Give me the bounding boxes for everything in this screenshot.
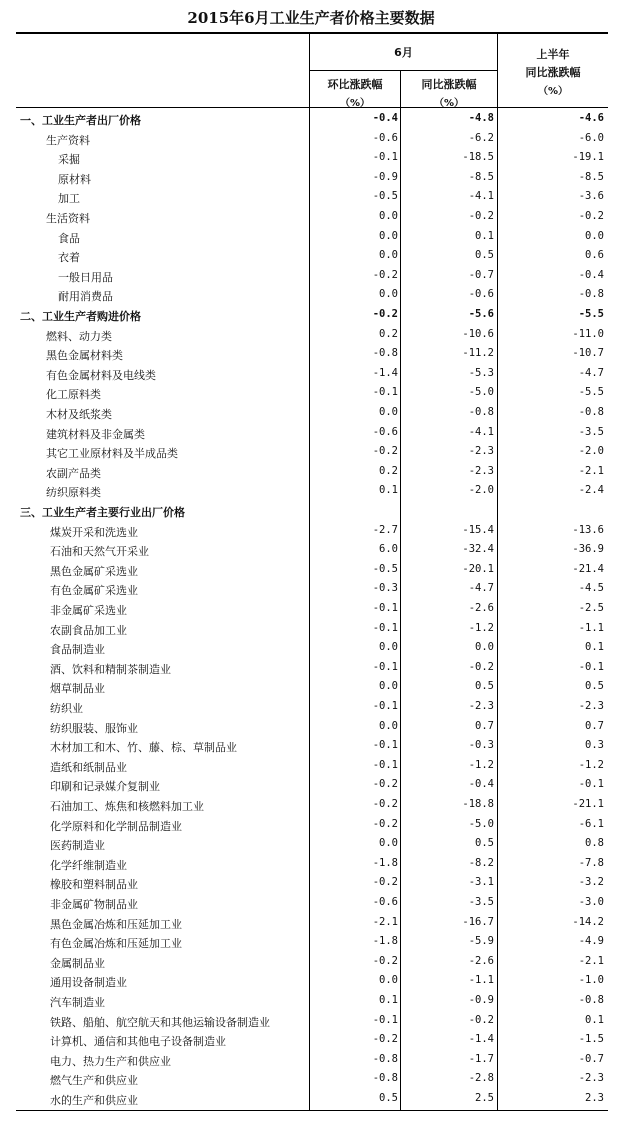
- row-yoy-value: -0.3: [468, 739, 494, 752]
- table-row: [16, 130, 608, 150]
- row-yoy-value: 0.1: [475, 229, 494, 242]
- table-row: [16, 1051, 608, 1071]
- row-mom-value: -0.2: [372, 308, 398, 320]
- row-yoy-value: -2.3: [468, 700, 494, 712]
- row-mom-value: -0.2: [372, 817, 398, 830]
- row-label: 化学纤维制造业: [50, 858, 127, 872]
- row-label: 衣着: [58, 251, 80, 265]
- row-yoy-value: -2.0: [468, 484, 494, 497]
- row-label: 食品制造业: [50, 643, 105, 657]
- row-mom-value: 0.0: [379, 288, 398, 301]
- row-yoy-value: -2.3: [468, 464, 494, 477]
- row-first-half-value: -4.5: [578, 582, 604, 595]
- row-first-half-value: -21.4: [572, 562, 604, 575]
- table-row: [16, 816, 608, 836]
- row-mom-value: -2.7: [372, 523, 398, 536]
- table-row: [16, 169, 608, 189]
- row-mom-value: 0.2: [379, 464, 398, 477]
- row-yoy-value: -2.6: [468, 954, 494, 967]
- row-first-half-value: 0.5: [585, 680, 604, 693]
- table-row: [16, 110, 608, 130]
- table-row: [16, 698, 608, 718]
- header-yoy-label: 同比涨跌幅: [421, 78, 477, 91]
- row-first-half-value: -4.9: [578, 935, 604, 948]
- row-yoy-value: -5.3: [468, 366, 494, 379]
- row-first-half-value: -4.6: [578, 112, 604, 124]
- row-mom-value: -0.2: [372, 876, 398, 889]
- row-label: 烟草制品业: [50, 682, 105, 696]
- row-mom-value: 0.0: [379, 837, 398, 850]
- row-label: 纺织原料类: [46, 486, 101, 500]
- row-first-half-value: -2.1: [578, 954, 604, 967]
- row-yoy-value: -1.1: [468, 974, 494, 987]
- row-label: 化学原料和化学制品制造业: [50, 819, 182, 833]
- row-first-half-value: -1.1: [578, 621, 604, 634]
- row-mom-value: -1.8: [372, 935, 398, 948]
- row-mom-value: -0.2: [372, 798, 398, 810]
- row-mom-value: -0.5: [372, 190, 398, 203]
- table-row: [16, 894, 608, 914]
- row-yoy-value: 0.5: [475, 680, 494, 693]
- row-mom-value: -0.2: [372, 445, 398, 458]
- table-row: [16, 992, 608, 1012]
- row-label: 原材料: [58, 172, 91, 186]
- row-label: 采掘: [58, 153, 80, 167]
- row-label: 一般日用品: [58, 270, 113, 284]
- row-label: 金属制品业: [50, 956, 105, 970]
- row-mom-value: -0.1: [372, 700, 398, 712]
- row-mom-value: 0.0: [379, 974, 398, 987]
- row-first-half-value: -0.1: [578, 778, 604, 791]
- row-yoy-value: -0.2: [468, 210, 494, 222]
- row-first-half-value: -2.5: [578, 602, 604, 614]
- row-yoy-value: -6.2: [468, 131, 494, 144]
- row-mom-value: -1.8: [372, 856, 398, 869]
- row-first-half-value: 0.6: [585, 249, 604, 262]
- row-yoy-value: -0.8: [468, 406, 494, 418]
- table-row: [16, 1031, 608, 1051]
- row-yoy-value: 0.5: [475, 249, 494, 262]
- row-mom-value: -0.8: [372, 1052, 398, 1065]
- row-first-half-value: -2.3: [578, 1072, 604, 1085]
- subheader-divider: [310, 70, 497, 71]
- table-row: [16, 776, 608, 796]
- row-mom-value: 0.0: [379, 406, 398, 418]
- row-first-half-value: -2.1: [578, 464, 604, 477]
- row-mom-value: 0.0: [379, 719, 398, 732]
- row-yoy-value: -0.7: [468, 268, 494, 281]
- row-label: 黑色金属冶炼和压延加工业: [50, 917, 182, 931]
- row-label: 造纸和纸制品业: [50, 760, 127, 774]
- row-mom-value: 0.2: [379, 327, 398, 340]
- table-row: [16, 561, 608, 581]
- row-label: 木材及纸浆类: [46, 408, 112, 421]
- row-first-half-value: -0.7: [578, 1052, 604, 1065]
- row-yoy-value: -0.2: [468, 1013, 494, 1026]
- row-label: 农副产品类: [46, 466, 101, 480]
- header-first-half-line1: 上半年: [536, 48, 570, 61]
- table-row: [16, 835, 608, 855]
- table-row: [16, 443, 608, 463]
- row-first-half-value: -0.8: [578, 288, 604, 301]
- row-mom-value: -0.1: [372, 1013, 398, 1026]
- row-first-half-value: -3.0: [578, 896, 604, 908]
- row-first-half-value: -5.5: [578, 386, 604, 399]
- row-first-half-value: -36.9: [572, 543, 604, 556]
- row-label: 煤炭开采和洗选业: [50, 525, 138, 539]
- row-yoy-value: 0.0: [475, 641, 494, 654]
- row-yoy-value: -11.2: [462, 347, 494, 360]
- table-row: [16, 620, 608, 640]
- row-mom-value: 0.0: [379, 249, 398, 262]
- row-label: 石油加工、炼焦和核燃料加工业: [50, 800, 204, 813]
- row-yoy-value: -32.4: [462, 543, 494, 556]
- table-row: [16, 737, 608, 757]
- table-row: [16, 404, 608, 424]
- row-yoy-value: -5.0: [468, 386, 494, 399]
- row-first-half-value: -0.4: [578, 268, 604, 281]
- row-first-half-value: -1.0: [578, 974, 604, 987]
- row-first-half-value: 0.3: [585, 739, 604, 752]
- header-month: 6月: [394, 46, 413, 59]
- table-row: [16, 874, 608, 894]
- table-row: [16, 149, 608, 169]
- row-mom-value: -0.1: [372, 386, 398, 399]
- table-row: [16, 796, 608, 816]
- header-yoy: [401, 76, 497, 109]
- table-row: [16, 718, 608, 738]
- row-first-half-value: -0.8: [578, 994, 604, 1006]
- row-mom-value: -0.5: [372, 562, 398, 575]
- row-first-half-value: 0.8: [585, 837, 604, 850]
- row-mom-value: 0.1: [379, 484, 398, 497]
- row-label: 生活资料: [46, 212, 90, 225]
- row-label: 生产资料: [46, 133, 90, 147]
- row-label: 一、工业生产者出厂价格: [20, 114, 141, 127]
- row-mom-value: -0.1: [372, 151, 398, 164]
- row-mom-value: -0.3: [372, 582, 398, 595]
- table-row: [16, 1012, 608, 1032]
- table-row: [16, 541, 608, 561]
- row-yoy-value: -2.6: [468, 602, 494, 614]
- row-mom-value: 0.0: [379, 641, 398, 654]
- row-label: 计算机、通信和其他电子设备制造业: [50, 1035, 226, 1049]
- row-label: 石油和天然气开采业: [50, 545, 149, 559]
- row-label: 纺织服装、服饰业: [50, 721, 138, 735]
- row-yoy-value: -1.2: [468, 758, 494, 771]
- row-first-half-value: -3.2: [578, 876, 604, 889]
- table-row: [16, 659, 608, 679]
- row-yoy-value: 2.5: [475, 1092, 494, 1104]
- row-first-half-value: -3.5: [578, 425, 604, 438]
- row-first-half-value: 0.7: [585, 719, 604, 732]
- table-row: [16, 914, 608, 934]
- row-first-half-value: -6.0: [578, 131, 604, 144]
- row-first-half-value: -0.2: [578, 210, 604, 222]
- table-row: [16, 326, 608, 346]
- row-first-half-value: -1.2: [578, 758, 604, 771]
- row-yoy-value: -5.0: [468, 817, 494, 830]
- row-first-half-value: -13.6: [572, 523, 604, 536]
- row-yoy-value: -2.8: [468, 1072, 494, 1085]
- header-mom: [310, 76, 400, 109]
- row-label: 燃气生产和供应业: [50, 1074, 138, 1088]
- table-bottom-border: [16, 1110, 608, 1111]
- table-row: [16, 757, 608, 777]
- row-label: 有色金属矿采选业: [50, 584, 138, 598]
- row-label: 其它工业原材料及半成品类: [46, 447, 178, 461]
- row-first-half-value: -5.5: [578, 308, 604, 320]
- row-label: 电力、热力生产和供应业: [50, 1054, 171, 1068]
- table-row: [16, 1070, 608, 1090]
- row-yoy-value: -20.1: [462, 562, 494, 575]
- table-row: [16, 972, 608, 992]
- table-row: [16, 365, 608, 385]
- row-mom-value: -0.9: [372, 170, 398, 183]
- row-yoy-value: -10.6: [462, 327, 494, 340]
- table-row: [16, 678, 608, 698]
- row-first-half-value: -6.1: [578, 817, 604, 830]
- row-first-half-value: -11.0: [572, 327, 604, 340]
- row-mom-value: -0.6: [372, 896, 398, 908]
- header-first-half: [498, 46, 608, 97]
- row-yoy-value: -3.5: [468, 896, 494, 908]
- row-first-half-value: -1.5: [578, 1033, 604, 1046]
- row-yoy-value: -5.6: [468, 308, 494, 320]
- row-label: 汽车制造业: [50, 996, 105, 1009]
- row-first-half-value: -10.7: [572, 347, 604, 360]
- row-yoy-value: -8.2: [468, 856, 494, 869]
- row-yoy-value: -16.7: [462, 915, 494, 928]
- row-yoy-value: -1.4: [468, 1033, 494, 1046]
- row-mom-value: -0.2: [372, 954, 398, 967]
- table-row: [16, 188, 608, 208]
- header-mom-unit: （%）: [339, 98, 371, 109]
- row-yoy-value: -2.3: [468, 445, 494, 458]
- row-mom-value: 0.0: [379, 210, 398, 222]
- row-first-half-value: -7.8: [578, 856, 604, 869]
- table-row: [16, 424, 608, 444]
- header-yoy-unit: （%）: [433, 98, 465, 109]
- row-yoy-value: -15.4: [462, 523, 494, 536]
- row-yoy-value: -4.1: [468, 425, 494, 438]
- row-first-half-value: -14.2: [572, 915, 604, 928]
- table-row: [16, 639, 608, 659]
- table-row: [16, 345, 608, 365]
- row-mom-value: -0.1: [372, 660, 398, 673]
- row-yoy-value: -0.4: [468, 778, 494, 791]
- row-mom-value: -0.2: [372, 268, 398, 281]
- row-label: 非金属矿物制品业: [50, 898, 138, 911]
- row-first-half-value: -2.0: [578, 445, 604, 458]
- row-yoy-value: -8.5: [468, 170, 494, 183]
- row-mom-value: -1.4: [372, 366, 398, 379]
- table-row: [16, 600, 608, 620]
- row-label: 医药制造业: [50, 839, 105, 853]
- table-row: [16, 306, 608, 326]
- row-label: 建筑材料及非金属类: [46, 427, 145, 441]
- row-mom-value: 6.0: [379, 543, 398, 556]
- table-row: [16, 1090, 608, 1110]
- table-title: 2015年6月工业生产者价格主要数据: [187, 9, 435, 27]
- row-mom-value: 0.0: [379, 680, 398, 693]
- table-row: [16, 953, 608, 973]
- row-first-half-value: 0.1: [585, 1013, 604, 1026]
- table-row: [16, 933, 608, 953]
- row-label: 二、工业生产者购进价格: [20, 310, 141, 323]
- row-label: 食品: [58, 231, 80, 245]
- row-mom-value: 0.1: [379, 994, 398, 1006]
- row-mom-value: -0.6: [372, 425, 398, 438]
- row-label: 耐用消费品: [58, 290, 113, 304]
- row-yoy-value: -4.1: [468, 190, 494, 203]
- row-label: 非金属矿采选业: [50, 604, 127, 617]
- table-row: [16, 286, 608, 306]
- header-first-half-line2: 同比涨跌幅: [525, 66, 581, 79]
- row-mom-value: -0.8: [372, 347, 398, 360]
- row-yoy-value: -18.8: [462, 798, 494, 810]
- row-first-half-value: 2.3: [585, 1092, 604, 1104]
- row-label: 燃料、动力类: [46, 329, 112, 343]
- row-mom-value: -0.6: [372, 131, 398, 144]
- table-row: [16, 580, 608, 600]
- row-label: 有色金属冶炼和压延加工业: [50, 937, 182, 951]
- table-row: [16, 522, 608, 542]
- row-first-half-value: -2.4: [578, 484, 604, 497]
- header-mom-label: 环比涨跌幅: [327, 78, 383, 91]
- row-mom-value: -0.8: [372, 1072, 398, 1085]
- row-yoy-value: -5.9: [468, 935, 494, 948]
- row-mom-value: -0.4: [372, 112, 398, 124]
- row-first-half-value: -21.1: [572, 798, 604, 810]
- table-row: [16, 855, 608, 875]
- row-label: 化工原料类: [46, 388, 101, 402]
- row-yoy-value: 0.7: [475, 719, 494, 732]
- table-row: [16, 247, 608, 267]
- row-label: 通用设备制造业: [50, 976, 127, 990]
- header-first-half-unit: （%）: [537, 86, 569, 97]
- row-yoy-value: -1.7: [468, 1052, 494, 1065]
- row-yoy-value: -0.2: [468, 660, 494, 673]
- row-label: 纺织业: [50, 702, 83, 715]
- row-mom-value: -0.2: [372, 778, 398, 791]
- table-row: [16, 267, 608, 287]
- row-label: 印刷和记录媒介复制业: [50, 780, 160, 794]
- top-border: [16, 32, 608, 34]
- row-first-half-value: -8.5: [578, 170, 604, 183]
- row-label: 农副食品加工业: [50, 623, 127, 637]
- row-yoy-value: -0.6: [468, 288, 494, 301]
- row-first-half-value: -19.1: [572, 151, 604, 164]
- table-row: [16, 502, 608, 522]
- row-mom-value: 0.0: [379, 229, 398, 242]
- row-yoy-value: -0.9: [468, 994, 494, 1006]
- table-row: [16, 228, 608, 248]
- table-row: [16, 208, 608, 228]
- row-first-half-value: -4.7: [578, 366, 604, 379]
- row-mom-value: -0.1: [372, 602, 398, 614]
- row-label: 水的生产和供应业: [50, 1094, 138, 1107]
- row-label: 加工: [58, 192, 80, 206]
- row-yoy-value: -3.1: [468, 876, 494, 889]
- row-mom-value: -2.1: [372, 915, 398, 928]
- row-yoy-value: -18.5: [462, 151, 494, 164]
- row-label: 橡胶和塑料制品业: [50, 878, 138, 892]
- row-yoy-value: -1.2: [468, 621, 494, 634]
- table-row: [16, 463, 608, 483]
- row-yoy-value: -4.8: [468, 112, 494, 124]
- row-label: 黑色金属矿采选业: [50, 564, 138, 578]
- row-first-half-value: 0.0: [585, 229, 604, 242]
- row-label: 酒、饮料和精制茶制造业: [50, 662, 171, 676]
- row-first-half-value: -0.1: [578, 660, 604, 673]
- row-label: 有色金属材料及电线类: [46, 368, 156, 382]
- row-mom-value: -0.2: [372, 1033, 398, 1046]
- row-mom-value: -0.1: [372, 621, 398, 634]
- row-first-half-value: -2.3: [578, 700, 604, 712]
- row-yoy-value: -4.7: [468, 582, 494, 595]
- row-mom-value: 0.5: [379, 1092, 398, 1104]
- row-label: 木材加工和木、竹、藤、棕、草制品业: [50, 741, 237, 755]
- row-label: 黑色金属材料类: [46, 349, 123, 363]
- row-mom-value: -0.1: [372, 739, 398, 752]
- table-row: [16, 384, 608, 404]
- row-mom-value: -0.1: [372, 758, 398, 771]
- row-first-half-value: 0.1: [585, 641, 604, 654]
- row-label: 三、工业生产者主要行业出厂价格: [20, 506, 185, 519]
- row-first-half-value: -3.6: [578, 190, 604, 203]
- row-yoy-value: 0.5: [475, 837, 494, 850]
- row-label: 铁路、船舶、航空航天和其他运输设备制造业: [50, 1015, 270, 1029]
- row-first-half-value: -0.8: [578, 406, 604, 418]
- table-row: [16, 482, 608, 502]
